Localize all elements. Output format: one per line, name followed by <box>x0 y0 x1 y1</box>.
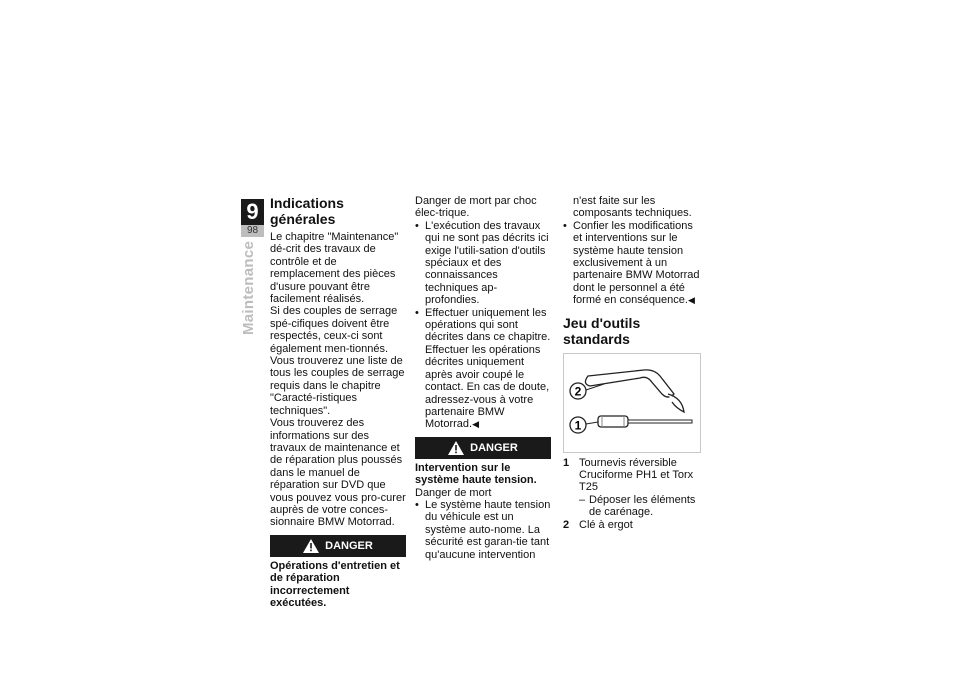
tool-kit-illustration <box>564 354 700 452</box>
bullet-list <box>415 499 551 561</box>
dash-text: Déposer les éléments de carénage. <box>589 493 696 519</box>
paragraph: Si des couples de serrage spé-cifiques doivent être respectés, ceux-ci sont également men-tionnés. Vous trouverez une liste de tous les couples de serrage requis dans le chapitre "Caracté-ristiques techniques". <box>270 305 405 417</box>
section-title-general: Indications générales <box>270 195 344 227</box>
list-item: • Confier les modifications et interventions sur le système haute tension exclusivement à un partenaire BMW Motorrad dont le personnel a été formé en conséquence.◀ <box>563 220 701 307</box>
warning-icon <box>448 441 464 455</box>
danger-banner <box>415 437 551 459</box>
section-title-tools: Jeu d'outils standards <box>563 314 641 347</box>
paragraph: Vous trouverez des informations sur des travaux de maintenance et de réparation plus poussés dans le manuel de réparation sur DVD que vous pouvez vous pro-curer auprès de votre conces-sionnaire BMW Motorrad. <box>270 417 406 529</box>
danger-subtitle: Danger de mort <box>415 486 492 499</box>
chapter-tab <box>241 199 264 237</box>
list-item: • Effectuer uniquement les opérations qui sont décrites dans ce chapitre. Effectuer les opérations décrites uniquement après avoir coupé le contact. En cas de doute, adressez-vous à votre partenaire BMW Motorrad.◀ <box>415 307 551 431</box>
hook-spanner-hook-icon <box>668 394 684 412</box>
hook-spanner-icon <box>585 370 674 397</box>
legend-item <box>563 457 701 519</box>
legend-text: Clé à ergot <box>579 518 633 531</box>
danger-banner <box>270 535 406 557</box>
list-item: • Le système haute tension du véhicule est un système auto-nome. La sécurité est garan-tie tant qu'aucune intervention <box>415 499 551 561</box>
tool-kit-figure <box>563 353 701 453</box>
warning-icon <box>303 539 319 553</box>
legend-detail: Cruciforme PH1 et Torx T25 <box>579 469 694 494</box>
column-2 <box>415 195 551 561</box>
paragraph: n'est faite sur les composants techniques. <box>573 195 692 220</box>
legend-item <box>563 519 701 531</box>
legend-text: Tournevis réversible <box>579 456 677 469</box>
paragraph: Le chapitre "Maintenance" dé-crit des travaux de contrôle et de remplacement des pièces d'usure pouvant être facilement réalisés. <box>270 231 399 306</box>
page-number: 98 <box>241 225 264 237</box>
end-mark-icon: ◀ <box>687 295 695 306</box>
end-mark-icon: ◀ <box>472 419 479 430</box>
callout-label: 2 <box>574 384 582 399</box>
danger-title: Intervention sur le système haute tension. <box>415 461 537 487</box>
column-1 <box>270 195 406 609</box>
dash-mark: – <box>579 493 586 506</box>
legend-number: 2 <box>563 518 570 531</box>
bullet-list <box>563 220 701 307</box>
danger-title: Opérations d'entretien et de réparation incorrectement exécutées. <box>270 559 400 609</box>
callout-label: 1 <box>574 418 582 433</box>
column-3 <box>563 195 701 531</box>
screwdriver-shaft-icon <box>628 420 692 423</box>
list-item: • L'exécution des travaux qui ne sont pas décrits ici exige l'utili-sation d'outils spéciaux et des connaissances techniques ap-profondies. <box>415 220 551 307</box>
dash-item <box>579 494 701 519</box>
paragraph: Danger de mort par choc élec-trique. <box>415 195 537 220</box>
callout-line <box>586 422 598 424</box>
chapter-number: 9 <box>241 199 264 225</box>
danger-label: DANGER <box>470 441 518 454</box>
section-vertical-label: Maintenance <box>240 240 257 335</box>
bullet-list <box>415 220 551 431</box>
legend-number: 1 <box>563 456 570 469</box>
danger-label: DANGER <box>325 539 373 552</box>
